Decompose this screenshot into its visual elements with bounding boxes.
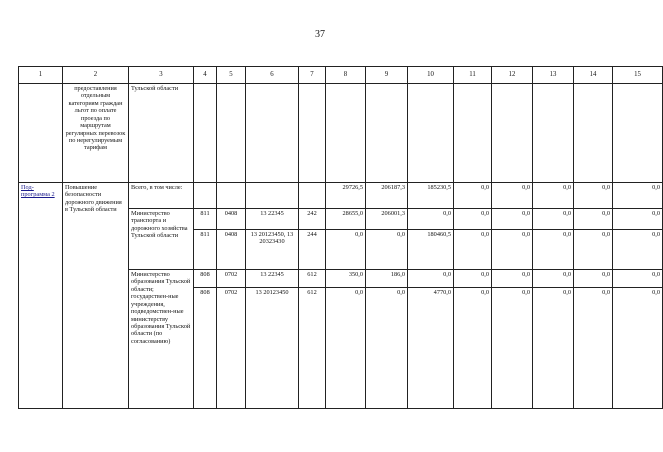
gr-code: 811 [194, 230, 217, 270]
value-cell: 0,0 [492, 270, 533, 288]
header-cell: 2 [63, 67, 129, 84]
rz-pr-code: 0408 [217, 209, 246, 230]
value-cell: 0,0 [492, 230, 533, 270]
executor-cell: Министерство образования Тульской области; государствен-ные учреждения, подведомствен-ные министерству образования Тульской области (по согласованию) [129, 270, 194, 409]
value-cell: 350,0 [326, 270, 366, 288]
budget-table [18, 66, 663, 409]
rz-pr-code: 0702 [217, 288, 246, 409]
value-cell: 0,0 [326, 230, 366, 270]
value-cell: 0,0 [454, 183, 492, 209]
executor-cell: Всего, в том числе: [129, 183, 194, 209]
rz-pr-code [217, 183, 246, 209]
subprogram-code-link[interactable]: Под-программа 2 [19, 183, 63, 409]
value-cell: 0,0 [326, 288, 366, 409]
value-cell: 0,0 [492, 288, 533, 409]
value-cell: 0,0 [574, 209, 613, 230]
header-cell: 15 [613, 67, 663, 84]
value-cell: 0,0 [366, 288, 408, 409]
csr-code: 13 22345 [246, 270, 299, 288]
value-cell: 0,0 [533, 270, 574, 288]
rz-pr-code: 0702 [217, 270, 246, 288]
subprogram-name: Повышение безопасности дорожного движения в Тульской области [63, 183, 129, 409]
value-cell: 185230,5 [408, 183, 454, 209]
value-cell: 0,0 [454, 209, 492, 230]
header-cell: 8 [326, 67, 366, 84]
value-cell: 0,0 [613, 230, 663, 270]
value-cell: 0,0 [574, 183, 613, 209]
value-cell: 0,0 [366, 230, 408, 270]
header-cell: 3 [129, 67, 194, 84]
value-cell: 186,0 [366, 270, 408, 288]
value-cell: 0,0 [533, 209, 574, 230]
value-cell: 4770,0 [408, 288, 454, 409]
vr-code [299, 183, 326, 209]
value-cell: 180460,5 [408, 230, 454, 270]
continuation-description: предоставления отдельным категориям граждан льгот по оплате проезда по маршрутам регулярных перевозок по нерегулируемым тарифам [63, 84, 129, 183]
value-cell: 0,0 [613, 288, 663, 409]
header-cell: 6 [246, 67, 299, 84]
value-cell: 0,0 [492, 209, 533, 230]
table-row [19, 84, 663, 183]
header-cell: 11 [454, 67, 492, 84]
value-cell: 0,0 [574, 230, 613, 270]
executor-cell: Министерство транспорта и дорожного хозяйства Тульской области [129, 209, 194, 270]
csr-code [246, 183, 299, 209]
vr-code: 244 [299, 230, 326, 270]
header-cell: 7 [299, 67, 326, 84]
rz-pr-code: 0408 [217, 230, 246, 270]
csr-code: 13 22345 [246, 209, 299, 230]
header-cell: 14 [574, 67, 613, 84]
header-cell: 4 [194, 67, 217, 84]
header-cell: 5 [217, 67, 246, 84]
vr-code: 242 [299, 209, 326, 230]
csr-code: 13 20123450, 13 20323430 [246, 230, 299, 270]
value-cell: 28655,0 [326, 209, 366, 230]
value-cell: 0,0 [613, 270, 663, 288]
header-cell: 10 [408, 67, 454, 84]
vr-code: 612 [299, 288, 326, 409]
gr-code: 808 [194, 288, 217, 409]
value-cell: 29726,5 [326, 183, 366, 209]
csr-code: 13 20123450 [246, 288, 299, 409]
value-cell: 0,0 [574, 270, 613, 288]
table-row [19, 183, 663, 209]
header-cell: 13 [533, 67, 574, 84]
value-cell: 0,0 [454, 230, 492, 270]
gr-code: 808 [194, 270, 217, 288]
value-cell: 0,0 [613, 209, 663, 230]
header-cell: 9 [366, 67, 408, 84]
value-cell: 0,0 [492, 183, 533, 209]
gr-code: 811 [194, 209, 217, 230]
gr-code [194, 183, 217, 209]
value-cell: 0,0 [454, 288, 492, 409]
page-number: 37 [315, 29, 325, 40]
header-cell: 1 [19, 67, 63, 84]
value-cell: 0,0 [454, 270, 492, 288]
value-cell: 0,0 [533, 288, 574, 409]
value-cell: 0,0 [533, 230, 574, 270]
value-cell: 0,0 [574, 288, 613, 409]
value-cell: 0,0 [533, 183, 574, 209]
value-cell: 0,0 [408, 209, 454, 230]
vr-code: 612 [299, 270, 326, 288]
value-cell: 0,0 [408, 270, 454, 288]
header-cell: 12 [492, 67, 533, 84]
value-cell: 206187,3 [366, 183, 408, 209]
continuation-executor: Тульской области [129, 84, 194, 183]
value-cell: 206001,3 [366, 209, 408, 230]
header-row [19, 67, 663, 84]
value-cell: 0,0 [613, 183, 663, 209]
